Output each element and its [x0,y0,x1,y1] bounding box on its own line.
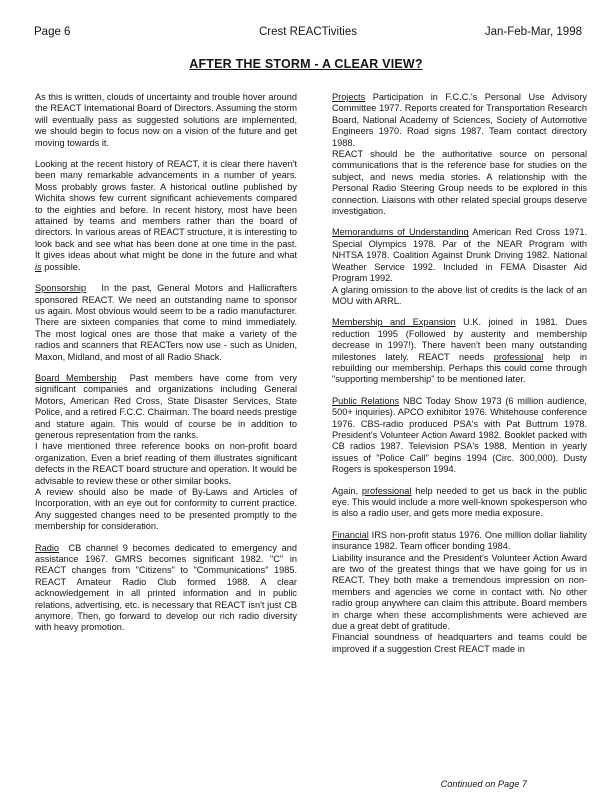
pr-paragraph: Public Relations NBC Today Show 1973 (6 million audience, 500+ inquiries). APCO exhibitor 1976. Whitehouse conference 1976. CBS-radio produced PSA's with Pat Buttrum 1978. President's Volunteer Action Award 1982. Booklet packed with CB radios 1987. Television PSA's 1988. Mention in yearly issues of "Police Call" begins 1994 (Circ. 300,000). Dusty Rogers is spokesperson 1994. [332,395,587,475]
financial-paragraph-2: Liability insurance and the President's Volunteer Action Award are two of the greatest things that we have going for us in REACT. They both make a tremendous impression on non-members and agencies we come in contact with. No other radio group anywhere can claim this attribute. Board members in charge when these accomplishments were achieved are due a great debt of gratitude. [332,552,587,632]
board-paragraph-3: A review should also be made of By-Laws and Articles of Incorporation, with an eye out for conformity to current practice. Any suggested changes need to be presented promptly to the membership for consideration. [35,487,297,532]
history-paragraph: Looking at the recent history of REACT, it is clear there haven't been many remarkable advancements in a number of years. Moss probably grows faster. A historical outline published by Wichita shows few current significant achievements compared to the eighties and before. In recent history, most have been attained by teams and members rather than the board of directors. In various areas of REACT structure, it is interesting to look back and see what has been done at one time in the past. It gives ideas about what might be done in the future and what is possible. [35,159,297,272]
section-heading: Radio [35,542,60,553]
board-paragraph-2: I have mentioned three reference books on non-profit board organization. Even a brief reading of them illustrates significant defects in the REACT board structure and operation. It would be advisable to review these or other similar books. [35,441,297,486]
mou-paragraph-2: A glaring omission to the above list of credits is the lack of an MOU with ARRL. [332,284,587,306]
section-heading: Financial [332,529,369,540]
board-paragraph: Board Membership Past members have come from very significant companies and organizations including General Motors, American Red Cross, State Disaster Services, State Police, and a retired F.C.C. Chairman. The board needs prestige and stature again. This would of course be in addition to generous representation from the ranks. [35,372,297,440]
left-column [35,92,297,644]
projects-paragraph-2: REACT should be the authoritative source on personal communications that is the reference base for studies on the subject, and news media stories. A relationship with the Personal Radio Steering Group needs to be explored in this connection. Liaisons with other related special groups deserve investigation. [332,149,587,217]
radio-paragraph: Radio CB channel 9 becomes dedicated to emergency and assistance 1967. GMRS becomes significant 1982. "C" in REACT changes from "Citizens" to "Communications" 1985. REACT Amateur Radio Club formed 1988. A clear acknowledgement in all printed information and in public relations, advertising, etc. is necessary that REACT isn't just CB anymore. Then, go forward to develop our rich radio diversity with heavy promotion. [35,542,297,633]
projects-paragraph: Projects Participation in F.C.C.'s Personal Use Advisory Committee 1977. Reports created for Transportation Research Board, National Academy of Sciences, Society of Automotive Engineers 1970. Road signs 1987. Team contact directory 1988. [332,92,587,148]
publication-name: Crest REACTivities [259,26,357,38]
section-heading: Memorandums of Understanding [332,227,469,238]
mou-paragraph: Memorandums of Understanding American Red Cross 1971. Special Olympics 1978. Par of the NEAR Program with NHTSA 1978. Coalition Against Drunk Driving 1982. National Weather Service 1992. Included in FEMA Disaster Aid Program 1992. [332,227,587,284]
page-header [34,26,582,42]
right-column [332,92,587,655]
again-paragraph: Again, professional help needed to get us back in the public eye. This would include a more well-known spokesperson who is also a radio user, and gets more media exposure. [332,485,587,519]
page-number: Page 6 [34,26,71,38]
issue-date: Jan-Feb-Mar, 1998 [484,26,582,38]
section-heading: Public Relations [332,395,400,406]
section-heading: Sponsorship [35,283,87,294]
article-title: AFTER THE STORM - A CLEAR VIEW? [189,57,423,71]
section-heading: Membership and Expansion [332,317,456,328]
intro-paragraph: As this is written, clouds of uncertainty and trouble hover around the REACT International Board of Directors. Assuming the storm will eventually pass as suggested solutions are implemented, we should begin to focus now on a vision of the future and get moving towards it. [35,92,297,148]
section-heading: Board Membership [35,372,117,383]
financial-paragraph: Financial IRS non-profit status 1976. One million dollar liability insurance 1982. Team officer bonding 1984. [332,529,587,552]
section-heading: Projects [332,92,366,102]
sponsorship-paragraph: Sponsorship In the past, General Motors and Hallicrafters sponsored REACT. We need an outstanding name to sponsor us again. Most obvious would seem to be a radio manufacturer. There are sixteen companies that come to mind immediately. The most logical ones are those that make a variety of the radios and scanners that REACTers now use - such as Uniden, Maxon, Midland, and most of all Radio Shack. [35,283,297,362]
continued-note: Continued on Page 7 [440,779,527,789]
membership-paragraph: Membership and Expansion U.K. joined in 1981. Dues reduction 1995 (Followed by austerity and membership decrease in 1997!). There haven't been many outstanding milestones lately. REACT needs professional help in rebuilding our membership. Perhaps this could come through "supporting membership" to be mentioned later. [332,317,588,385]
financial-paragraph-3: Financial soundness of headquarters and teams could be improved if a suggestion Crest REACT made in [332,632,587,654]
